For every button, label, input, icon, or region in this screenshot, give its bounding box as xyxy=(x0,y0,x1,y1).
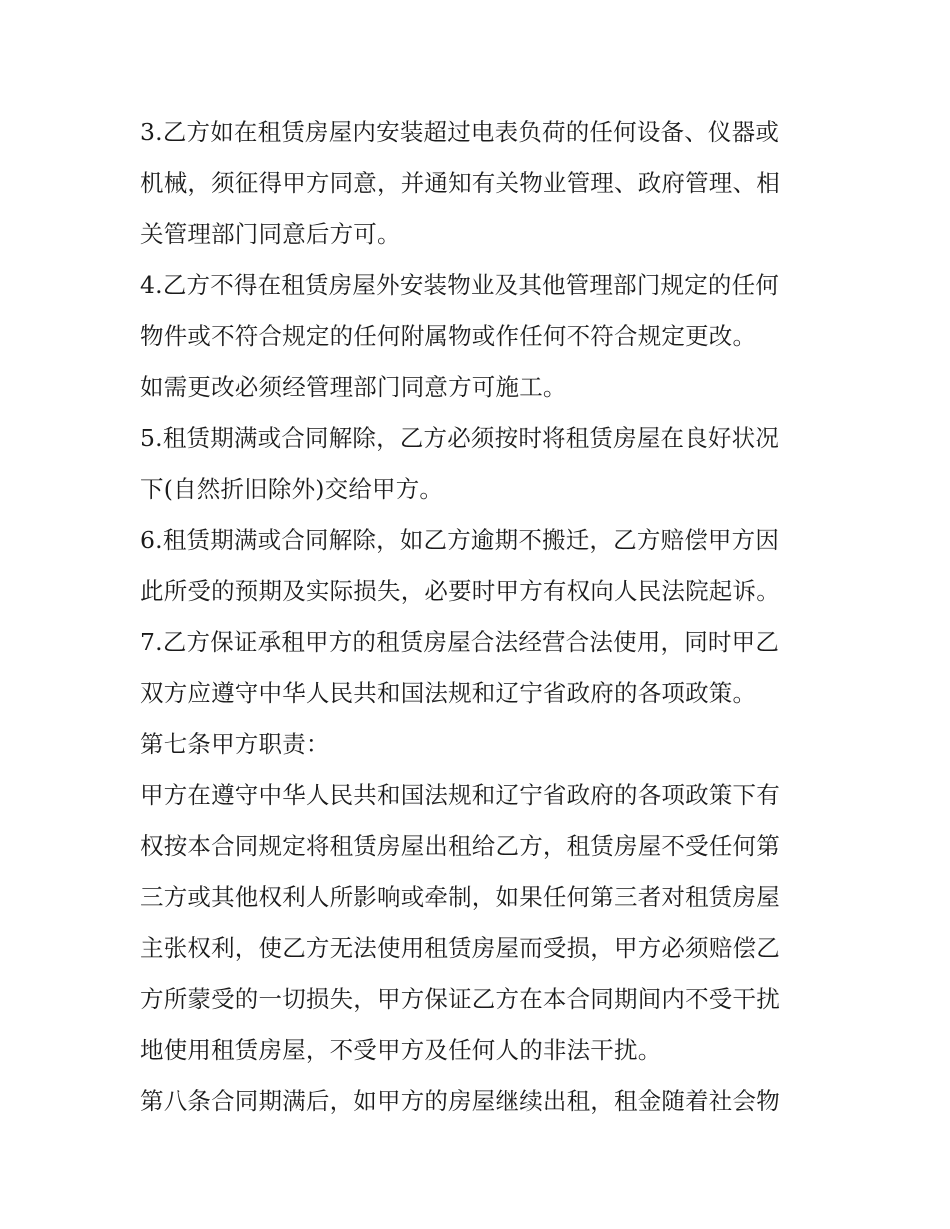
clause-4-line-2: 物件或不符合规定的任何附属物或作任何不符合规定更改。 xyxy=(140,322,757,350)
article-7-line-2: 权按本合同规定将租赁房屋出租给乙方，租赁房屋不受任何第 xyxy=(140,832,780,860)
article-7-line-6: 地使用租赁房屋，不受甲方及任何人的非法干扰。 xyxy=(140,1036,662,1064)
article-7-line-1: 甲方在遵守中华人民共和国法规和辽宁省政府的各项政策下有 xyxy=(140,781,780,809)
clause-6-line-1: 6.租赁期满或合同解除，如乙方逾期不搬迁，乙方赔偿甲方因 xyxy=(140,526,780,554)
clause-4-line-3: 如需更改必须经管理部门同意方可施工。 xyxy=(140,373,567,401)
article-7-line-4: 主张权利，使乙方无法使用租赁房屋而受损，甲方必须赔偿乙 xyxy=(140,934,780,962)
clause-5-line-2: 下(自然折旧除外)交给甲方。 xyxy=(140,475,444,503)
clause-6-line-2: 此所受的预期及实际损失，必要时甲方有权向人民法院起诉。 xyxy=(140,577,780,605)
clause-5-line-1: 5.租赁期满或合同解除，乙方必须按时将租赁房屋在良好状况 xyxy=(140,424,780,452)
clause-3-line-1: 3.乙方如在租赁房屋内安装超过电表负荷的任何设备、仪器或 xyxy=(140,118,780,146)
clause-4-line-1: 4.乙方不得在租赁房屋外安装物业及其他管理部门规定的任何 xyxy=(140,271,780,299)
clause-7-line-2: 双方应遵守中华人民共和国法规和辽宁省政府的各项政策。 xyxy=(140,679,757,707)
clause-3-line-3: 关管理部门同意后方可。 xyxy=(140,220,401,248)
article-7-line-5: 方所蒙受的一切损失，甲方保证乙方在本合同期间内不受干扰 xyxy=(140,985,780,1013)
article-7-line-3: 三方或其他权利人所影响或牵制，如果任何第三者对租赁房屋 xyxy=(140,883,780,911)
clause-7-line-1: 7.乙方保证承租甲方的租赁房屋合法经营合法使用，同时甲乙 xyxy=(140,628,780,656)
clause-3-line-2: 机械，须征得甲方同意，并通知有关物业管理、政府管理、相 xyxy=(140,169,780,197)
article-7-heading: 第七条甲方职责： xyxy=(140,730,330,758)
contract-text xyxy=(140,107,820,1127)
article-8-line-1: 第八条合同期满后，如甲方的房屋继续出租，租金随着社会物 xyxy=(140,1087,780,1115)
